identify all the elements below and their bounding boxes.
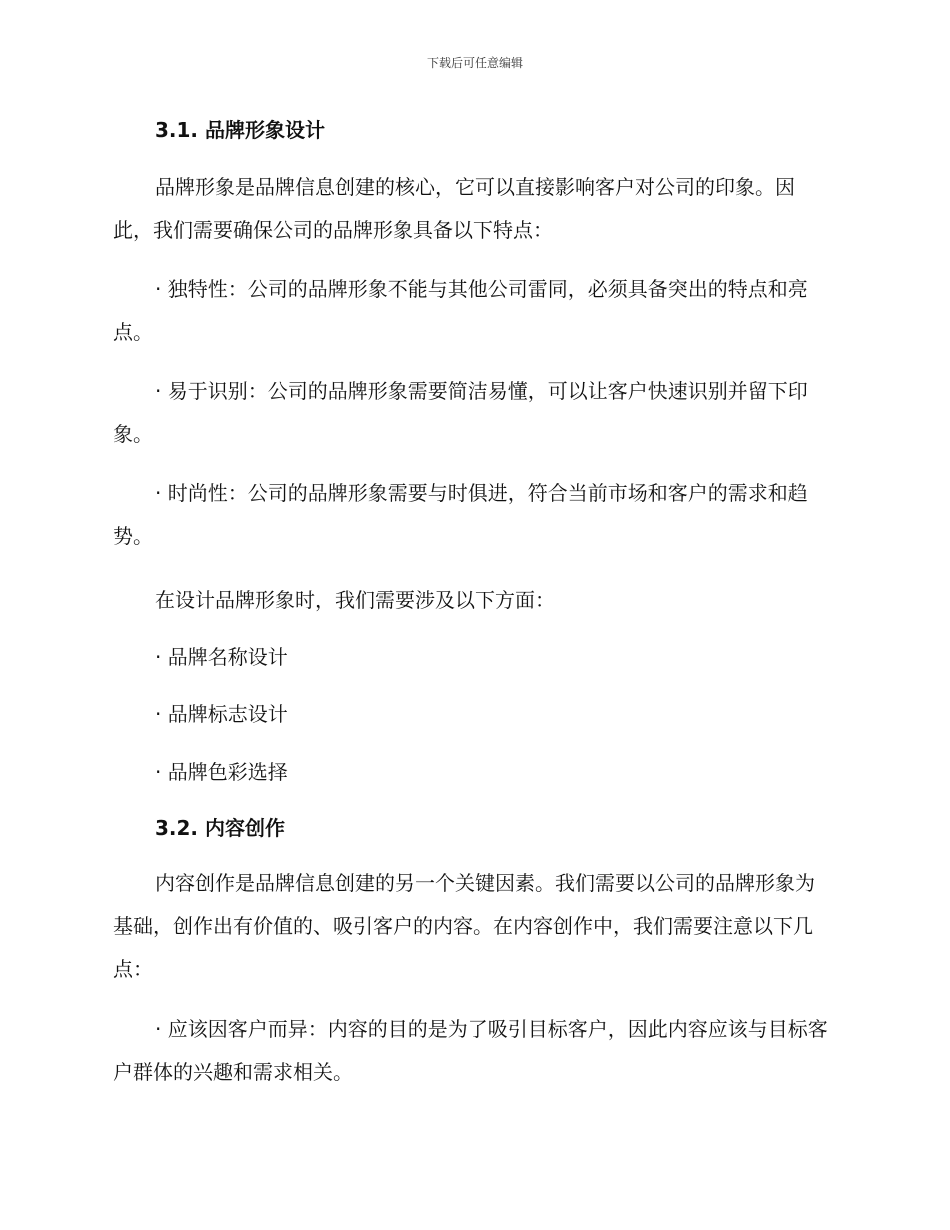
list-item-brand-name: · 品牌名称设计: [155, 645, 288, 669]
paragraph-content-creation-intro: 内容创作是品牌信息创建的另一个关键因素。我们需要以公司的品牌形象为基础，创作出有价值的、吸引客户的内容。在内容创作中，我们需要注意以下几点：: [113, 871, 815, 981]
paragraph-brand-image-intro: 品牌形象是品牌信息创建的核心，它可以直接影响客户对公司的印象。因此，我们需要确保公司的品牌形象具备以下特点：: [113, 175, 795, 242]
point-customer-specific: · 应该因客户而异：内容的目的是为了吸引目标客户，因此内容应该与目标客户群体的兴趣和需求相关。: [113, 1017, 828, 1084]
section-heading-3-2: 3.2. 内容创作: [155, 816, 285, 840]
feature-uniqueness: · 独特性：公司的品牌形象不能与其他公司雷同，必须具备突出的特点和亮点。: [113, 277, 808, 344]
section-heading-3-1: 3.1. 品牌形象设计: [155, 118, 325, 142]
list-item-brand-color: · 品牌色彩选择: [155, 760, 288, 784]
feature-fashionable: · 时尚性：公司的品牌形象需要与时俱进，符合当前市场和客户的需求和趋势。: [113, 481, 808, 548]
paragraph-design-aspects-intro: 在设计品牌形象时，我们需要涉及以下方面：: [155, 588, 555, 612]
page-header: 下载后可任意编辑: [426, 56, 523, 70]
feature-recognizability: · 易于识别：公司的品牌形象需要简洁易懂，可以让客户快速识别并留下印象。: [113, 379, 808, 446]
list-item-brand-logo: · 品牌标志设计: [155, 702, 288, 726]
